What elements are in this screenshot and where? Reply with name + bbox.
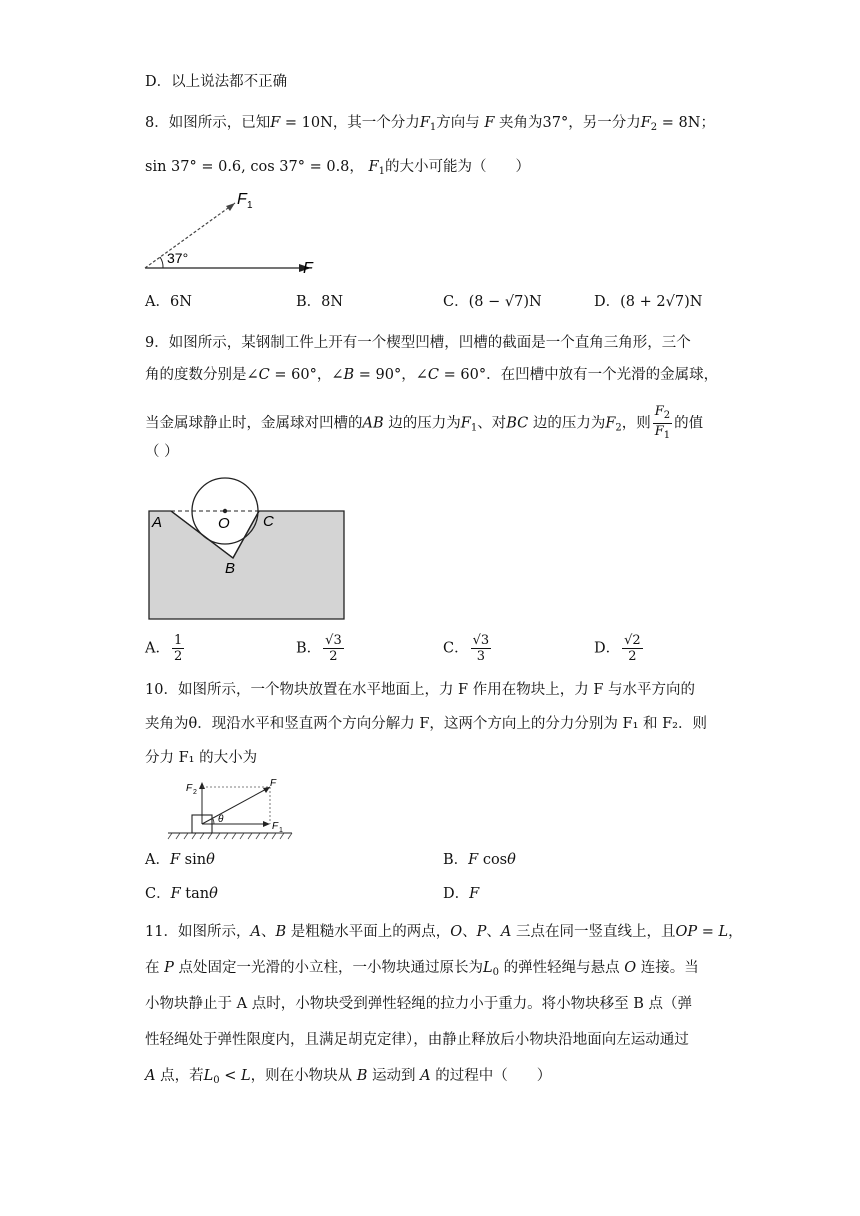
q9-stem-line4: （ ） bbox=[145, 444, 179, 460]
q8-option-a[interactable]: A．6N bbox=[145, 294, 192, 310]
q9-option-b[interactable]: B． $\frac{√3}{2}$ bbox=[296, 633, 342, 664]
q10-stem-line1: 10．如图所示，一个物块放置在水平地面上，力 F 作用在物块上，力 F 与水平方向的 bbox=[145, 682, 696, 698]
q8-option-b[interactable]: B．8N bbox=[296, 294, 344, 310]
q10-block-diagram bbox=[166, 777, 296, 843]
q8-angle-label: 37° bbox=[167, 250, 189, 266]
q9-option-c[interactable]: C． $\frac{√3}{3}$ bbox=[443, 633, 490, 664]
q8-option-c[interactable]: C．(8 − √7)N bbox=[443, 294, 542, 310]
q9-stem-line3: 当金属球静止时，金属球对凹槽的AB 边的压力为$F_1$、对BC 边的压力为$F_2$，则 $\frac{F_2}{F_1}$ 的值 bbox=[145, 404, 704, 441]
q10-option-c[interactable]: C．F tanθ bbox=[145, 886, 218, 902]
q9-option-d[interactable]: D． $\frac{√2}{2}$ bbox=[594, 633, 641, 664]
q11-stem-line5: A 点，若$L_0 < L$，则在小物块从 B 运动到 A 的过程中（ ） bbox=[145, 1068, 552, 1086]
q8-stem-line2: sin 37° = 0.6, cos 37° = 0.8， $F_1$的大小可能为（ ） bbox=[145, 159, 530, 177]
q10-option-b[interactable]: B．F cosθ bbox=[443, 852, 516, 868]
q11-stem-line3: 小物块静止于 A 点时，小物块受到弹性轻绳的拉力小于重力。将小物块移至 B 点（弹 bbox=[145, 996, 693, 1012]
q10-f1-sub: 1 bbox=[279, 827, 283, 834]
q9-stem-line2: 角的度数分别是∠C = 60°，∠B = 90°，∠C = 60°．在凹槽中放有一个光滑的金属球， bbox=[145, 367, 719, 383]
q9-label-b: B bbox=[225, 560, 236, 577]
q11-stem-line4: 性轻绳处于弹性限度内，且满足胡克定律），由静止释放后小物块沿地面向左运动通过 bbox=[145, 1032, 689, 1048]
q8-f-label: F bbox=[303, 260, 313, 277]
q9-label-o: O bbox=[218, 515, 230, 532]
q10-option-a[interactable]: A．F sinθ bbox=[145, 852, 215, 868]
q8-option-d[interactable]: D．(8 + 2√7)N bbox=[594, 294, 703, 310]
q8-stem-line1: 8．如图所示，已知F = 10N，其一个分力$F_1$方向与 F 夹角为37°，另一分力$F_2 = 8N$； bbox=[145, 115, 715, 133]
q9-label-c: C bbox=[263, 513, 274, 530]
q10-f2-label: F bbox=[186, 783, 193, 794]
q10-f2-sub: 2 bbox=[193, 789, 197, 796]
q9-stem-line1: 9．如图所示，某钢制工件上开有一个楔型凹槽，凹槽的截面是一个直角三角形，三个 bbox=[145, 335, 691, 351]
q9-groove-diagram bbox=[148, 476, 348, 622]
q10-option-d[interactable]: D．F bbox=[443, 886, 480, 902]
q8-f1-sub: 1 bbox=[247, 200, 253, 211]
q10-f1-label: F bbox=[272, 821, 279, 832]
q9-label-a: A bbox=[152, 514, 163, 531]
q10-stem-line2: 夹角为θ．现沿水平和竖直两个方向分解力 F，这两个方向上的分力分别为 F₁ 和 F₂．则 bbox=[145, 716, 707, 732]
q10-theta-label: θ bbox=[218, 814, 224, 825]
q8-f1-label: F bbox=[237, 191, 247, 208]
q8-force-diagram bbox=[143, 188, 323, 278]
q11-stem-line1: 11．如图所示，A、B 是粗糙水平面上的两点，O、P、A 三点在同一竖直线上，且OP = L， bbox=[145, 924, 743, 940]
q10-f-label: F bbox=[270, 778, 277, 789]
q7-option-d[interactable]: D．以上说法都不正确 bbox=[145, 74, 288, 90]
q9-option-a[interactable]: A． $\frac{1}{2}$ bbox=[145, 633, 183, 664]
q11-stem-line2: 在 P 点处固定一光滑的小立柱，一小物块通过原长为$L_0$ 的弹性轻绳与悬点 O 连接。当 bbox=[145, 960, 699, 978]
q10-stem-line3: 分力 F₁ 的大小为 bbox=[145, 750, 258, 766]
